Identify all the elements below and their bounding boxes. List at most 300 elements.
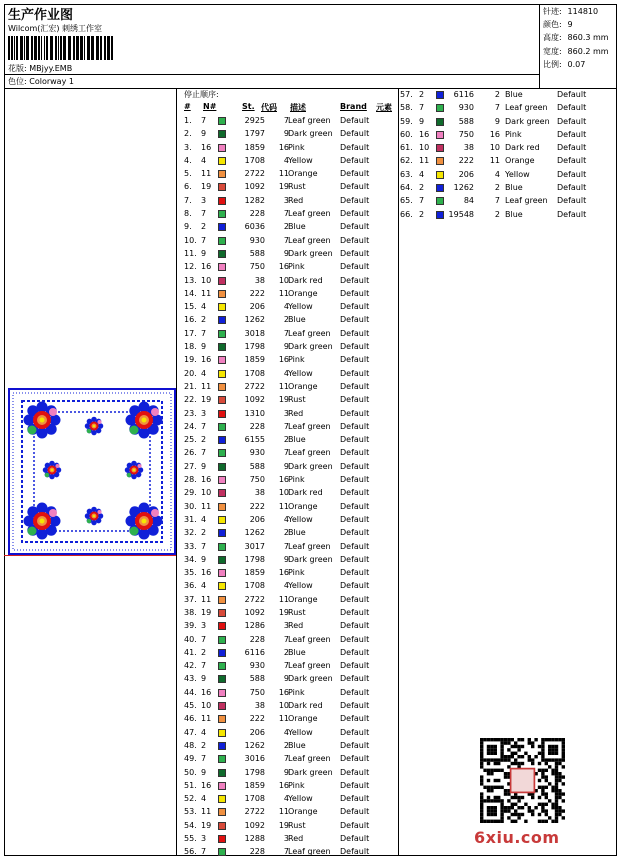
row-needle: 16 xyxy=(201,262,212,272)
row-brand: Default xyxy=(340,248,370,258)
row-needle: 7 xyxy=(201,847,207,857)
color-row xyxy=(184,341,398,354)
row-index: 31. xyxy=(184,514,197,524)
row-brand: Default xyxy=(340,222,370,232)
row-code: 16 xyxy=(278,568,289,578)
color-row xyxy=(184,767,398,780)
row-index: 59. xyxy=(400,116,413,126)
qr-module xyxy=(555,806,558,809)
barcode-bar xyxy=(8,36,10,60)
qr-module xyxy=(480,813,483,816)
row-stitches: 1262 xyxy=(244,740,265,750)
color-row xyxy=(184,780,398,793)
col-st: St. xyxy=(242,102,255,111)
qr-module xyxy=(507,806,510,809)
row-needle: 7 xyxy=(201,328,207,338)
row-description: Orange xyxy=(288,807,318,817)
qr-module xyxy=(511,752,514,755)
qr-module xyxy=(517,738,520,741)
row-stitches: 1859 xyxy=(244,780,265,790)
row-stitches: 1092 xyxy=(244,820,265,830)
row-stitches: 38 xyxy=(463,143,474,153)
qr-module xyxy=(487,809,490,812)
row-code: 16 xyxy=(278,142,289,152)
color-swatch xyxy=(218,596,226,604)
row-needle: 9 xyxy=(201,554,207,564)
row-index: 23. xyxy=(184,408,197,418)
row-index: 50. xyxy=(184,767,197,777)
row-stitches: 1708 xyxy=(244,581,265,591)
row-index: 6. xyxy=(184,182,192,192)
row-code: 4 xyxy=(283,368,289,378)
qr-module xyxy=(504,806,507,809)
color-swatch xyxy=(218,822,226,830)
barcode-bar xyxy=(50,36,53,60)
row-description: Red xyxy=(288,621,304,631)
row-code: 4 xyxy=(283,302,289,312)
row-stitches: 1282 xyxy=(244,195,265,205)
qr-module xyxy=(551,758,554,761)
barcode-bar xyxy=(58,36,59,60)
qr-module xyxy=(558,796,561,799)
row-needle: 9 xyxy=(201,461,207,471)
row-needle: 7 xyxy=(201,634,207,644)
embroidery-preview xyxy=(10,390,174,553)
color-row xyxy=(184,567,398,580)
row-brand: Default xyxy=(340,355,370,365)
qr-module xyxy=(548,758,551,761)
row-brand: Default xyxy=(340,461,370,471)
flower-yellow xyxy=(142,418,147,423)
qr-module xyxy=(528,741,531,744)
row-stitches: 1092 xyxy=(244,182,265,192)
qr-module xyxy=(500,755,503,758)
row-stitches: 588 xyxy=(249,674,265,684)
row-stitches: 1859 xyxy=(244,568,265,578)
row-description: Leaf green xyxy=(288,235,331,245)
qr-module xyxy=(511,806,514,809)
color-swatch xyxy=(218,316,226,324)
qr-module xyxy=(545,779,548,782)
row-description: Pink xyxy=(288,568,305,578)
row-index: 22. xyxy=(184,395,197,405)
row-stitches: 930 xyxy=(458,103,474,113)
row-brand: Default xyxy=(340,607,370,617)
row-description: Pink xyxy=(288,780,305,790)
qr-module xyxy=(483,820,486,823)
row-description: Leaf green xyxy=(288,116,331,125)
col-desc: 描述 xyxy=(290,103,306,112)
qr-module xyxy=(507,755,510,758)
row-stitches: 2722 xyxy=(244,807,265,817)
row-description: Orange xyxy=(288,594,318,604)
row-description: Yellow xyxy=(288,155,313,165)
row-brand: Default xyxy=(340,767,370,777)
qr-module xyxy=(555,809,558,812)
barcode xyxy=(8,36,113,60)
row-stitches: 588 xyxy=(249,248,265,258)
qr-module xyxy=(548,745,551,748)
qr-module xyxy=(487,799,490,802)
barcode-bar xyxy=(31,36,33,60)
qr-module xyxy=(500,758,503,761)
qr-module xyxy=(487,762,490,765)
row-needle: 11 xyxy=(419,156,430,166)
qr-center-stamp xyxy=(511,769,535,793)
stats-panel xyxy=(543,5,609,71)
qr-module xyxy=(511,745,514,748)
row-index: 8. xyxy=(184,209,192,219)
color-row xyxy=(184,421,398,434)
color-row xyxy=(184,142,398,155)
qr-module xyxy=(487,779,490,782)
row-stitches: 228 xyxy=(249,209,265,219)
row-brand: Default xyxy=(340,847,370,857)
qr-module xyxy=(480,738,483,741)
color-row xyxy=(184,687,398,700)
row-code: 2 xyxy=(283,315,289,325)
qr-module xyxy=(500,806,503,809)
color-swatch xyxy=(218,356,226,364)
color-row xyxy=(184,208,398,221)
qr-module xyxy=(504,758,507,761)
row-description: Dark green xyxy=(288,767,333,777)
qr-module xyxy=(480,806,483,809)
row-brand: Default xyxy=(340,594,370,604)
color-swatch xyxy=(218,662,226,670)
qr-module xyxy=(558,809,561,812)
row-description: Yellow xyxy=(288,794,313,804)
qr-module xyxy=(483,786,486,789)
barcode-bar xyxy=(91,36,94,60)
qr-module xyxy=(490,745,493,748)
qr-module xyxy=(555,769,558,772)
row-code: 7 xyxy=(283,541,289,551)
color-swatch xyxy=(218,223,226,231)
row-brand: Default xyxy=(340,262,370,272)
row-code: 4 xyxy=(283,794,289,804)
color-row xyxy=(184,275,398,288)
row-brand: Default xyxy=(340,740,370,750)
color-swatch xyxy=(218,702,226,710)
row-code: 7 xyxy=(283,847,289,857)
qr-module xyxy=(514,809,517,812)
colorway-value: Colorway 1 xyxy=(29,77,74,86)
color-row xyxy=(184,168,398,181)
barcode-bar xyxy=(44,36,45,60)
row-code: 19 xyxy=(278,182,289,192)
row-stitches: 588 xyxy=(458,116,474,126)
color-row xyxy=(184,248,398,261)
color-row xyxy=(184,594,398,607)
row-stitches: 930 xyxy=(249,448,265,458)
row-index: 45. xyxy=(184,701,197,711)
row-stitches: 1262 xyxy=(453,183,474,193)
qr-module xyxy=(490,786,493,789)
row-brand: Default xyxy=(340,328,370,338)
colors-value: 9 xyxy=(567,20,573,30)
row-brand: Default xyxy=(340,621,370,631)
qr-module xyxy=(524,803,527,806)
row-index: 17. xyxy=(184,328,197,338)
row-description: Blue xyxy=(288,740,306,750)
qr-module xyxy=(480,820,483,823)
qr-module xyxy=(507,809,510,812)
row-stitches: 3016 xyxy=(244,754,265,764)
qr-module xyxy=(490,769,493,772)
preview-baseline xyxy=(4,555,176,556)
qr-module xyxy=(534,738,537,741)
flower-yellow xyxy=(51,469,54,472)
row-index: 34. xyxy=(184,554,197,564)
qr-module xyxy=(497,786,500,789)
row-needle: 11 xyxy=(201,501,212,511)
row-description: Rust xyxy=(288,395,306,405)
qr-module xyxy=(490,758,493,761)
height-value: 860.3 mm xyxy=(567,33,609,43)
row-code: 16 xyxy=(278,475,289,485)
row-stitches: 222 xyxy=(249,501,265,511)
row-stitches: 1092 xyxy=(244,395,265,405)
row-index: 37. xyxy=(184,594,197,604)
color-swatch xyxy=(218,649,226,657)
row-code: 11 xyxy=(278,381,289,391)
row-index: 18. xyxy=(184,342,197,352)
color-swatch xyxy=(218,529,226,537)
qr-module xyxy=(562,745,565,748)
color-swatch xyxy=(436,91,444,99)
row-stitches: 84 xyxy=(463,196,474,206)
qr-module xyxy=(487,758,490,761)
row-code: 11 xyxy=(278,501,289,511)
row-description: Leaf green xyxy=(288,661,331,671)
row-brand: Default xyxy=(340,408,370,418)
qr-module xyxy=(545,775,548,778)
qr-module xyxy=(480,765,483,768)
row-index: 54. xyxy=(184,820,197,830)
qr-module xyxy=(500,803,503,806)
page-title: 生产作业图 xyxy=(8,8,74,23)
color-swatch xyxy=(218,463,226,471)
qr-module xyxy=(517,816,520,819)
row-brand: Default xyxy=(340,395,370,405)
row-stitches: 2925 xyxy=(244,116,265,125)
qr-module xyxy=(528,755,531,758)
barcode-bar xyxy=(38,36,40,60)
color-row xyxy=(400,102,616,115)
color-row xyxy=(184,115,398,128)
row-needle: 9 xyxy=(201,767,207,777)
colors-label: 颜色: xyxy=(543,20,562,30)
row-description: Yellow xyxy=(288,514,313,524)
qr-module xyxy=(541,803,544,806)
qr-module xyxy=(541,741,544,744)
color-row xyxy=(184,235,398,248)
qr-module xyxy=(562,775,565,778)
row-index: 60. xyxy=(400,129,413,139)
row-code: 9 xyxy=(283,674,289,684)
color-swatch xyxy=(436,104,444,112)
row-code: 19 xyxy=(278,820,289,830)
row-index: 10. xyxy=(184,235,197,245)
row-stitches: 2722 xyxy=(244,169,265,179)
row-index: 53. xyxy=(184,807,197,817)
color-row xyxy=(184,195,398,208)
qr-module xyxy=(480,782,483,785)
row-brand: Default xyxy=(340,155,370,165)
qr-module xyxy=(521,738,524,741)
color-swatch xyxy=(218,183,226,191)
qr-module xyxy=(500,813,503,816)
qr-module xyxy=(494,748,497,751)
color-swatch xyxy=(218,130,226,138)
row-index: 42. xyxy=(184,661,197,671)
qr-module xyxy=(490,799,493,802)
barcode-bar xyxy=(87,36,90,60)
qr-module xyxy=(555,813,558,816)
qr-module xyxy=(480,775,483,778)
row-brand: Default xyxy=(340,754,370,764)
qr-module xyxy=(562,799,565,802)
qr-module xyxy=(555,796,558,799)
qr-module xyxy=(558,762,561,765)
row-description: Dark red xyxy=(288,701,323,711)
row-brand: Default xyxy=(340,435,370,445)
row-index: 43. xyxy=(184,674,197,684)
row-code: 11 xyxy=(489,156,500,166)
row-needle: 11 xyxy=(201,169,212,179)
color-row xyxy=(400,89,616,102)
row-description: Leaf green xyxy=(288,847,331,857)
design-preview xyxy=(8,388,176,555)
row-stitches: 206 xyxy=(458,169,474,179)
qr-module xyxy=(555,758,558,761)
color-swatch xyxy=(218,742,226,750)
qr-module xyxy=(500,745,503,748)
row-needle: 11 xyxy=(201,288,212,298)
qr-module xyxy=(528,809,531,812)
row-brand: Default xyxy=(340,209,370,219)
row-needle: 19 xyxy=(201,182,212,192)
row-index: 58. xyxy=(400,103,413,113)
qr-module xyxy=(551,738,554,741)
row-description: Dark green xyxy=(288,554,333,564)
qr-module xyxy=(514,762,517,765)
qr-module xyxy=(514,752,517,755)
qr-module xyxy=(480,762,483,765)
row-description: Blue xyxy=(288,435,306,445)
qr-module xyxy=(500,741,503,744)
qr-module xyxy=(555,792,558,795)
qr-module xyxy=(562,758,565,761)
qr-module xyxy=(517,748,520,751)
row-index: 63. xyxy=(400,169,413,179)
row-index: 27. xyxy=(184,461,197,471)
color-swatch xyxy=(218,157,226,165)
qr-module xyxy=(562,748,565,751)
qr-module xyxy=(562,792,565,795)
row-code: 4 xyxy=(283,155,289,165)
row-description: Orange xyxy=(288,714,318,724)
qr-module xyxy=(558,789,561,792)
color-row xyxy=(400,142,616,155)
qr-module xyxy=(541,738,544,741)
row-stitches: 6116 xyxy=(453,90,474,99)
qr-module xyxy=(545,803,548,806)
row-stitches: 2722 xyxy=(244,594,265,604)
row-index: 41. xyxy=(184,647,197,657)
color-swatch xyxy=(218,609,226,617)
row-stitches: 206 xyxy=(249,727,265,737)
row-code: 2 xyxy=(283,528,289,538)
row-needle: 16 xyxy=(201,568,212,578)
qr-module xyxy=(548,765,551,768)
row-brand: Default xyxy=(340,581,370,591)
colorway-label: 色位: xyxy=(8,77,27,86)
row-needle: 16 xyxy=(201,780,212,790)
qr-module xyxy=(545,758,548,761)
qr-module xyxy=(490,806,493,809)
row-code: 7 xyxy=(283,421,289,431)
row-description: Leaf green xyxy=(288,328,331,338)
row-stitches: 228 xyxy=(249,847,265,857)
row-brand: Default xyxy=(340,195,370,205)
color-row xyxy=(184,753,398,766)
qr-module xyxy=(490,748,493,751)
row-needle: 3 xyxy=(201,834,207,844)
row-brand: Default xyxy=(557,103,587,113)
row-code: 9 xyxy=(283,129,289,139)
row-code: 10 xyxy=(278,701,289,711)
row-needle: 3 xyxy=(201,621,207,631)
petal-pink xyxy=(151,408,159,416)
row-brand: Default xyxy=(340,514,370,524)
row-code: 9 xyxy=(283,342,289,352)
row-needle: 9 xyxy=(201,129,207,139)
qr-module xyxy=(511,762,514,765)
qr-module xyxy=(562,752,565,755)
color-row xyxy=(184,288,398,301)
row-description: Blue xyxy=(288,222,306,232)
qr-module xyxy=(551,806,554,809)
color-swatch xyxy=(218,569,226,577)
row-code: 16 xyxy=(278,262,289,272)
row-brand: Default xyxy=(340,554,370,564)
row-stitches: 38 xyxy=(254,701,265,711)
row-brand: Default xyxy=(340,780,370,790)
row-description: Orange xyxy=(288,169,318,179)
qr-module xyxy=(494,752,497,755)
qr-module xyxy=(483,799,486,802)
barcode-bar xyxy=(16,36,18,60)
qr-module xyxy=(480,752,483,755)
qr-module xyxy=(500,816,503,819)
qr-module xyxy=(504,772,507,775)
row-description: Red xyxy=(288,408,304,418)
row-description: Yellow xyxy=(288,727,313,737)
row-code: 7 xyxy=(494,196,500,206)
leaf-green xyxy=(45,473,50,478)
color-row xyxy=(400,182,616,195)
row-index: 36. xyxy=(184,581,197,591)
qr-module xyxy=(562,782,565,785)
row-code: 9 xyxy=(494,116,500,126)
row-description: Yellow xyxy=(288,368,313,378)
qr-module xyxy=(521,762,524,765)
row-needle: 2 xyxy=(201,435,207,445)
row-index: 9. xyxy=(184,222,192,232)
row-index: 4. xyxy=(184,155,192,165)
